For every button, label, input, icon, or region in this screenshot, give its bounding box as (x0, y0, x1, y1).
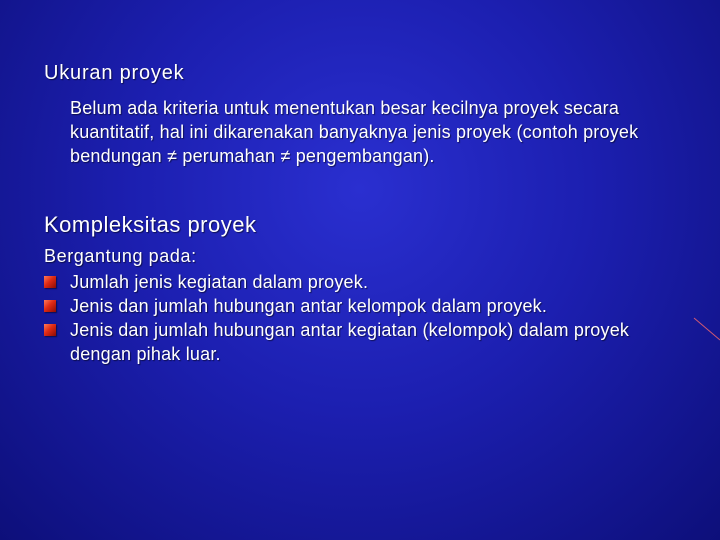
list-item (44, 270, 694, 294)
list-item-text: Jenis dan jumlah hubungan antar kegiatan (kelompok) dalam proyek dengan pihak luar. (70, 320, 630, 364)
red-square-bullet-icon (44, 300, 56, 312)
section-paragraph-ukuran-proyek: Belum ada kriteria untuk menentukan besar kecilnya proyek secara kuantitatif, hal ini dikarenakan banyaknya jenis proyek (contoh proyek bendungan ≠ perumahan ≠ pengembangan). (70, 98, 639, 166)
bullet-list (44, 270, 694, 366)
section-heading-ukuran-proyek: Ukuran proyek (44, 62, 185, 84)
list-item (44, 318, 694, 366)
list-item-text: Jumlah jenis kegiatan dalam proyek. (70, 272, 369, 292)
red-square-bullet-icon (44, 324, 56, 336)
list-item-text: Jenis dan jumlah hubungan antar kelompok dalam proyek. (70, 296, 548, 316)
list-item (44, 294, 694, 318)
section-heading-kompleksitas-proyek: Kompleksitas proyek (44, 212, 257, 237)
section-subheading: Bergantung pada: (44, 246, 197, 266)
red-square-bullet-icon (44, 276, 56, 288)
decorative-line-icon (690, 300, 720, 360)
